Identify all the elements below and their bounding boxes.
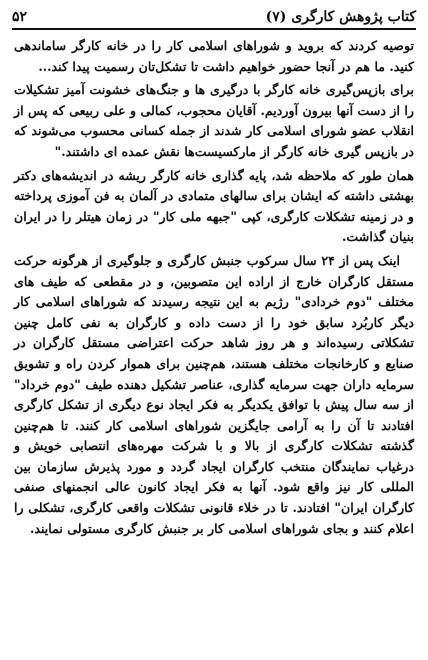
paragraph-2: برای بازپس‌گیری خانه کارگر با درگیری ها و جنگ‌های خشونت آمیز تشکیلات را از دست آنها بیرون آوردیم. آقایان محجوب، کمالی و علی ربیعی که پس از انقلاب عضو شورای اسلامی کار شدند از جمله کسانی محسوب می‌شوند که در بازپس گیری خانه کارگر از مارکسیست‌ها نقش عمده ای داشتند." [14, 82, 414, 159]
paragraph-4: اینک پس از ۲۴ سال سرکوب جنبش کارگری و جلوگیری از هرگونه حرکت مستقل کارگران خارج از اراده این متصوبین، و در مقطعی که طیف های مختلف "دوم خردادی" رژیم به این نتیجه رسیدند که شوراهای اسلامی کار دیگر کاربُرد سابق خود را از دست داده و کارگران به نفی کامل چنین تشکلاتی رسیده‌اند و هر روز شاهد حرکت اعتراضی مستقل کارگران در صنایع و کارخانجات مختلف هستند، هم‌چنین برای هموار کردن راه و تشویق سرمایه داران جهت سرمایه گذاری، عناصر تشکیل دهنده طیف "دوم خرداد" از سه سال پیش با توافق یکدیگر به فکر ایجاد نوع دیگری از تشکل کارگری افتادند تا آن را به آرامی جایگزین شوراهای اسلامی کار کنند. تا هم‌چنین گذشته تشکلات کارگری از بالا و با شرکت مهره‌های انتصابی خویش و درغیاب نمایندگان منتخب کارگران ایجاد گردد و مورد پذیرش سازمان بین المللی کار نیز واقع شود. آنها به فکر ایجاد کانون عالی انجمنهای صنفی کارگران ایران" افتادند. تا در خلاء قانونی تشکلات واقعی کارگری، تشکلی را اعلام کنند و بجای شوراهای اسلامی کار بر جنبش کارگری مستولی نمایند. [14, 252, 414, 536]
running-title: کتاب پژوهش کارگری (۷) [265, 9, 416, 25]
paragraph-3: همان طور که ملاحظه شد، پایه گذاری خانه کارگر ریشه در اندیشه‌های دکتر بهشتی داشته که ایشان برای سالهای متمادی در آلمان به فن آموزی پرداخته و در زمینه تشکلات کارگری، کپی "جبهه ملی کار" در زمان هیتلر را در ایران بنیان گذاشت. [14, 167, 414, 245]
page-header [12, 2, 416, 30]
body-text [14, 36, 414, 539]
page-number: ۵۲ [12, 9, 28, 25]
paragraph-1: توصیه کردند که بروید و شوراهای اسلامی کار را در خانه کارگر ساماندهی کنید. ما هم در آنجا حضور خواهیم داشت تا تشکل‌تان رسمیت پیدا کند... [14, 38, 414, 74]
